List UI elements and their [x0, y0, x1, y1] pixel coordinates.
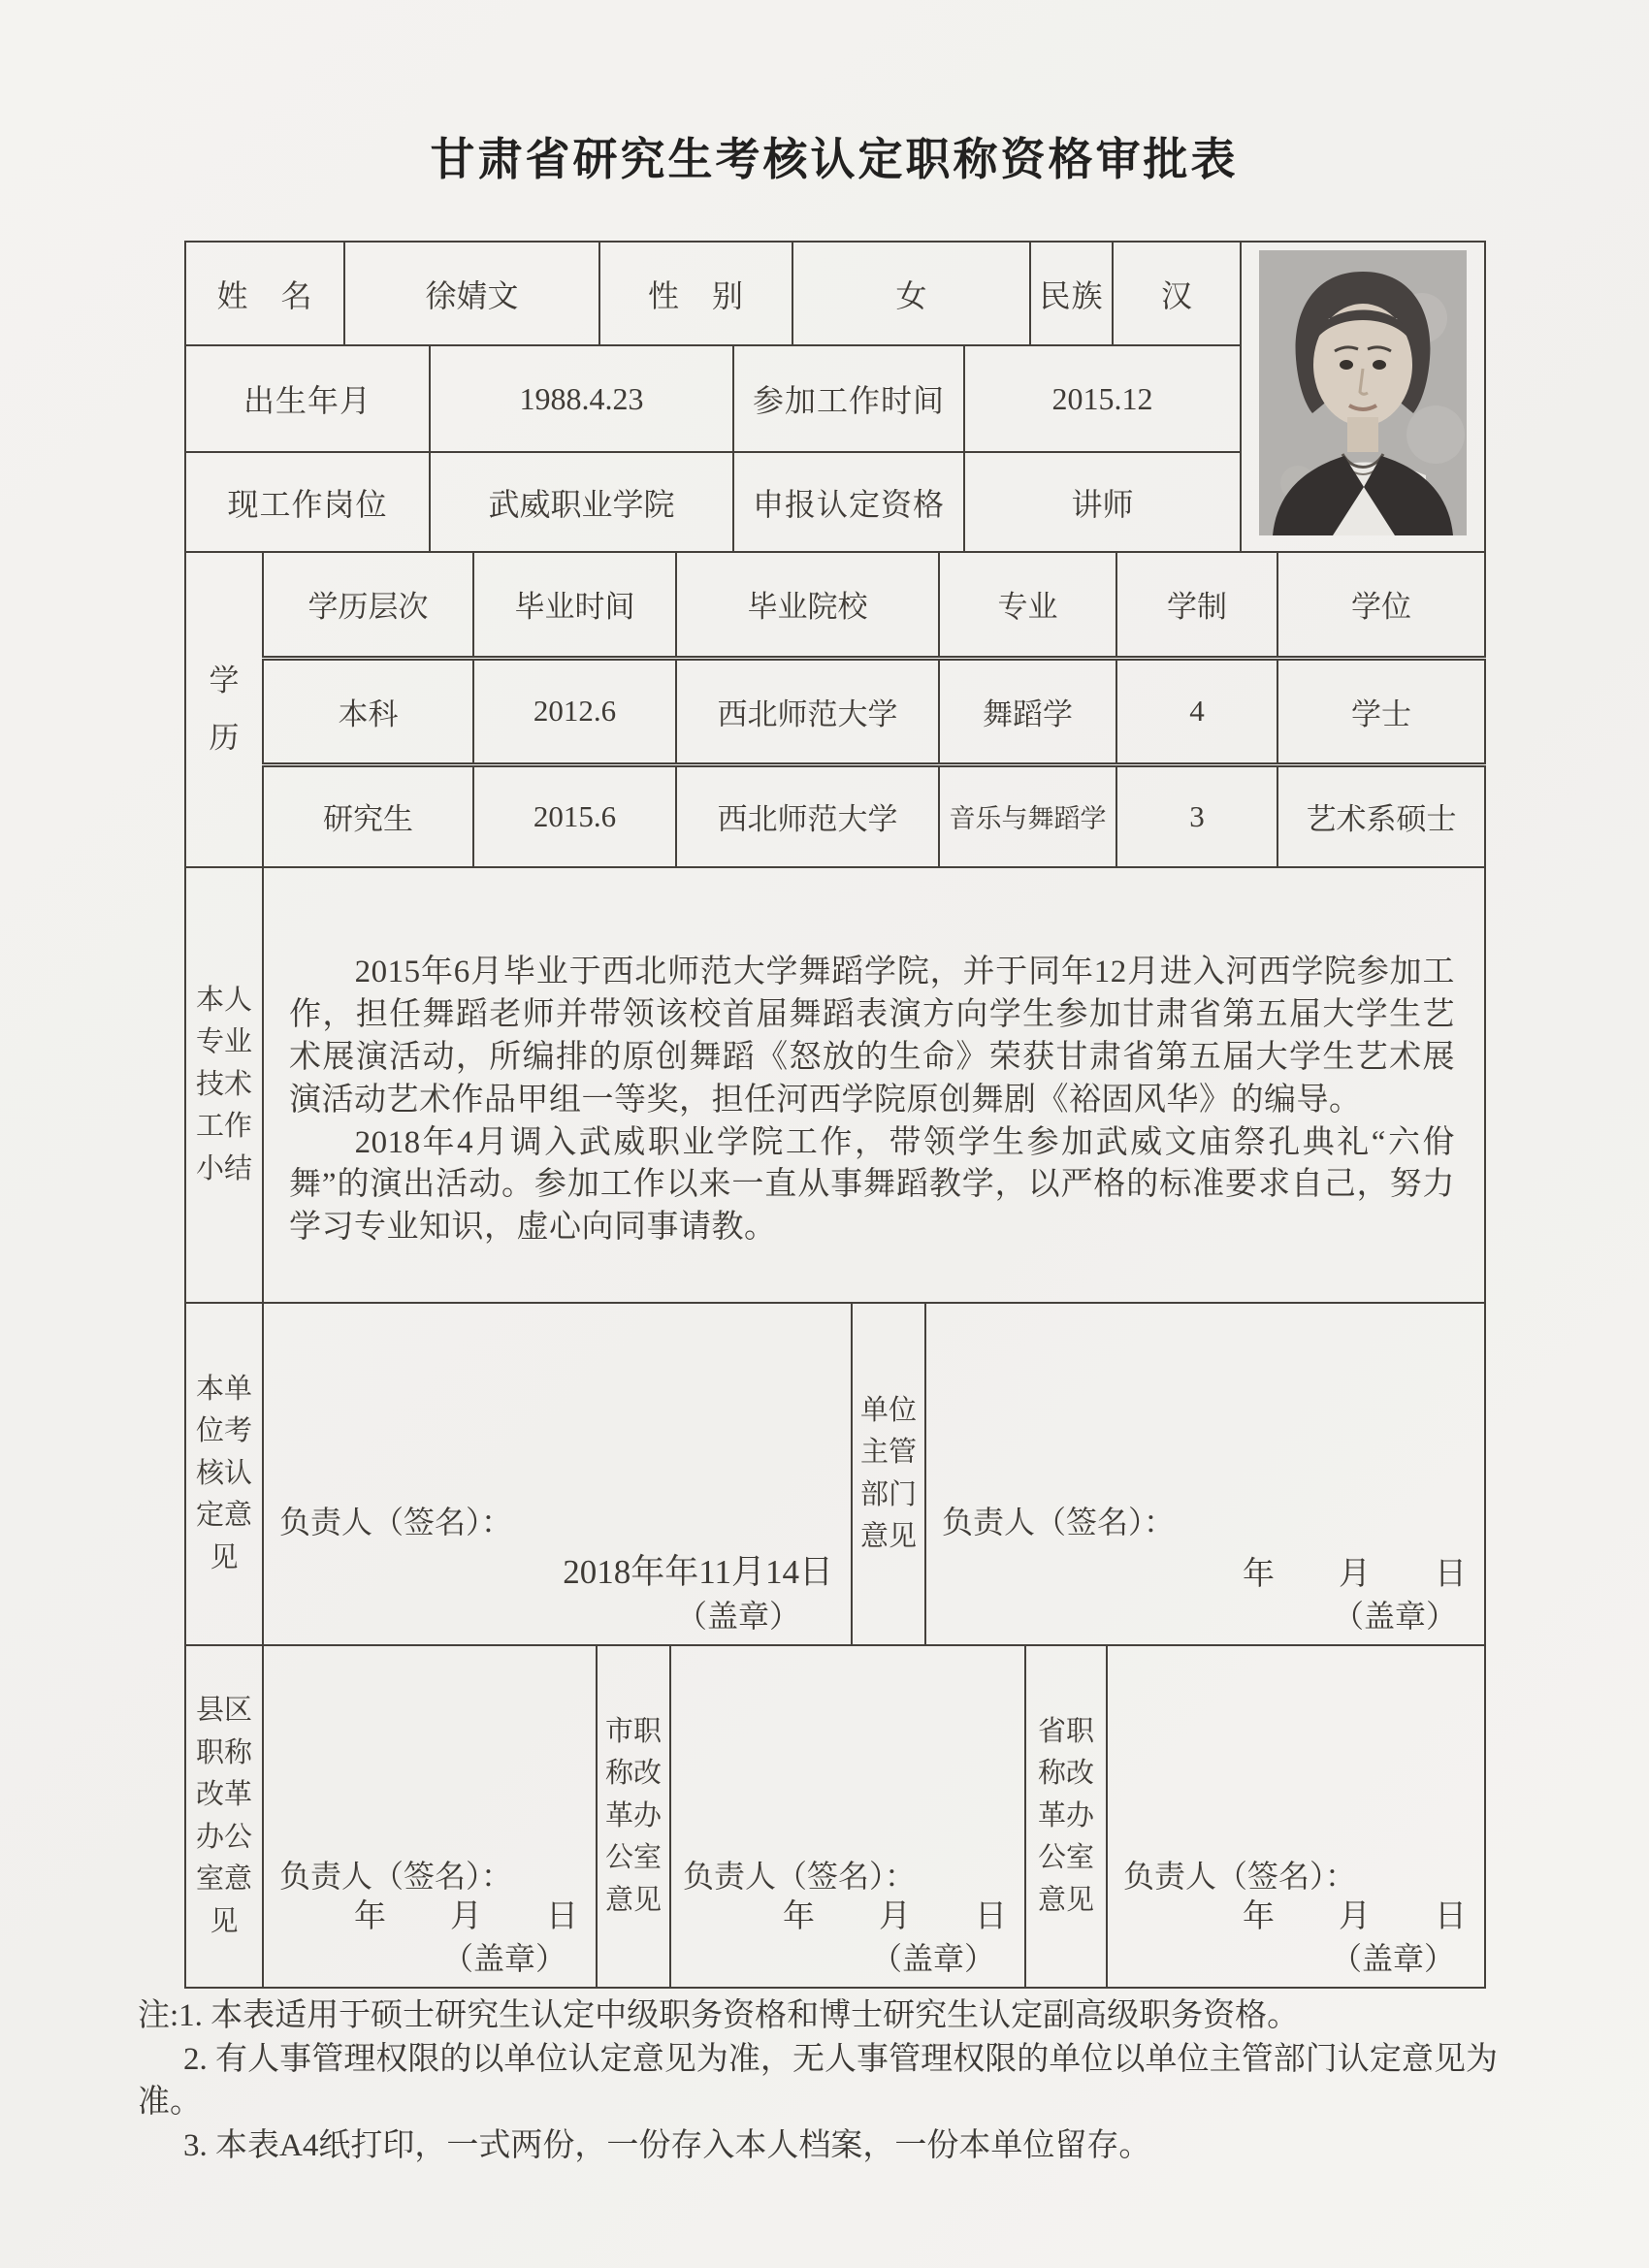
- name-value: 徐婧文: [344, 242, 599, 345]
- title-reform-offices-section: [184, 1644, 1486, 1989]
- city-signer-label: 负责人（签名）：: [683, 1859, 917, 1894]
- birth-date-label: 出生年月: [185, 345, 430, 452]
- edu-header-degree: 学位: [1277, 552, 1485, 658]
- basic-info-section: [184, 241, 1486, 553]
- edu-school: 西北师范大学: [676, 658, 939, 764]
- dept-opinion-label: 单位主管部门意见: [852, 1303, 925, 1645]
- footnote-1: 注:1. 本表适用于硕士研究生认定中级职务资格和博士研究生认定副高级职务资格。: [138, 1998, 1300, 2033]
- dept-opinion-date: 年 月 日: [1243, 1557, 1467, 1592]
- work-start-value: 2015.12: [964, 345, 1241, 452]
- city-office-area: [670, 1645, 1025, 1988]
- edu-header-years: 学制: [1116, 552, 1277, 658]
- education-section: [184, 551, 1486, 868]
- city-office-label: 市职称改革办公室意见: [597, 1645, 670, 1988]
- county-office-label: 县区职称改革办公室意见: [185, 1645, 263, 1988]
- page-title: 甘肃省研究生考核认定职称资格审批表: [430, 134, 1239, 184]
- county-office-date: 年 月 日: [354, 1899, 578, 1934]
- name-label: 姓 名: [185, 242, 344, 345]
- qualification-label: 申报认定资格: [733, 452, 964, 552]
- ethnicity-value: 汉: [1113, 242, 1241, 345]
- edu-years: 3: [1116, 764, 1277, 867]
- footnotes: [138, 1994, 1498, 2167]
- unit-opinion-label: 本单位考核认定意见: [185, 1303, 263, 1645]
- edu-school: 西北师范大学: [676, 764, 939, 867]
- id-photo-cell: [1241, 242, 1485, 552]
- work-start-label: 参加工作时间: [733, 345, 964, 452]
- birth-date-value: 1988.4.23: [430, 345, 733, 452]
- dept-signer-label: 负责人（签名）：: [942, 1505, 1176, 1539]
- table-row: [185, 764, 1485, 867]
- unit-seal-label: （盖章）: [675, 1599, 800, 1634]
- edu-degree: 学士: [1277, 658, 1485, 764]
- county-signer-label: 负责人（签名）：: [279, 1859, 513, 1894]
- qualification-value: 讲师: [964, 452, 1241, 552]
- edu-level: 研究生: [263, 764, 473, 867]
- edu-header-major: 专业: [939, 552, 1116, 658]
- unit-opinion-area: [263, 1303, 852, 1645]
- province-office-label: 省职称改革办公室意见: [1025, 1645, 1107, 1988]
- gender-label: 性 别: [599, 242, 792, 345]
- unit-signer-label: 负责人（签名）：: [279, 1505, 513, 1539]
- unit-opinion-date: 2018年年11月14日: [563, 1553, 833, 1591]
- work-summary-label: 本人专业技术工作小结: [185, 867, 263, 1303]
- footnote-2: 2. 有人事管理权限的以单位认定意见为准，无人事管理权限的单位以单位主管部门认定意见为准。: [138, 2041, 1498, 2121]
- province-office-date: 年 月 日: [1243, 1899, 1467, 1934]
- edu-years: 4: [1116, 658, 1277, 764]
- current-position-label: 现工作岗位: [185, 452, 430, 552]
- edu-header-grad-time: 毕业时间: [473, 552, 676, 658]
- portrait-photo: [1259, 250, 1467, 535]
- table-row: [185, 658, 1485, 764]
- county-seal-label: （盖章）: [441, 1941, 566, 1976]
- city-seal-label: （盖章）: [870, 1941, 995, 1976]
- approval-form-table: [184, 241, 1484, 1989]
- edu-header-level: 学历层次: [263, 552, 473, 658]
- dept-seal-label: （盖章）: [1332, 1599, 1457, 1634]
- edu-level: 本科: [263, 658, 473, 764]
- summary-paragraph-2: 2018年4月调入武威职业学院工作，带领学生参加武威文庙祭孔典礼“六佾舞”的演出活动。参加工作以来一直从事舞蹈教学，以严格的标准要求自己，努力学习专业知识，虚心向同事请教。: [289, 1124, 1455, 1246]
- edu-degree: 艺术系硕士: [1277, 764, 1485, 867]
- summary-paragraph-1: 2015年6月毕业于西北师范大学舞蹈学院，并于同年12月进入河西学院参加工作，担任舞蹈老师并带领该校首届舞蹈表演方向学生参加甘肃省第五届大学生艺术展演活动，所编排的原创舞蹈《怒放的生命》荣获甘肃省第五届大学生艺术展演活动艺术作品甲组一等奖，担任河西学院原创舞剧《裕固风华》的编导。: [289, 955, 1455, 1118]
- work-summary-text: [263, 867, 1485, 1303]
- province-seal-label: （盖章）: [1330, 1941, 1455, 1976]
- edu-grad-time: 2012.6: [473, 658, 676, 764]
- edu-major: 舞蹈学: [939, 658, 1116, 764]
- city-office-date: 年 月 日: [783, 1899, 1007, 1934]
- gender-value: 女: [792, 242, 1030, 345]
- dept-opinion-area: [925, 1303, 1485, 1645]
- edu-major: 音乐与舞蹈学: [939, 764, 1116, 867]
- province-office-area: [1107, 1645, 1485, 1988]
- unit-opinions-section: [184, 1302, 1486, 1646]
- province-signer-label: 负责人（签名）：: [1123, 1859, 1357, 1894]
- current-position-value: 武威职业学院: [430, 452, 733, 552]
- county-office-area: [263, 1645, 597, 1988]
- footnote-3: 3. 本表A4纸打印，一式两份，一份存入本人档案，一份本单位留存。: [183, 2127, 1151, 2163]
- ethnicity-label: 民族: [1030, 242, 1113, 345]
- work-summary-section: [184, 866, 1486, 1304]
- edu-header-school: 毕业院校: [676, 552, 939, 658]
- education-section-label: 学历: [185, 552, 263, 867]
- edu-grad-time: 2015.6: [473, 764, 676, 867]
